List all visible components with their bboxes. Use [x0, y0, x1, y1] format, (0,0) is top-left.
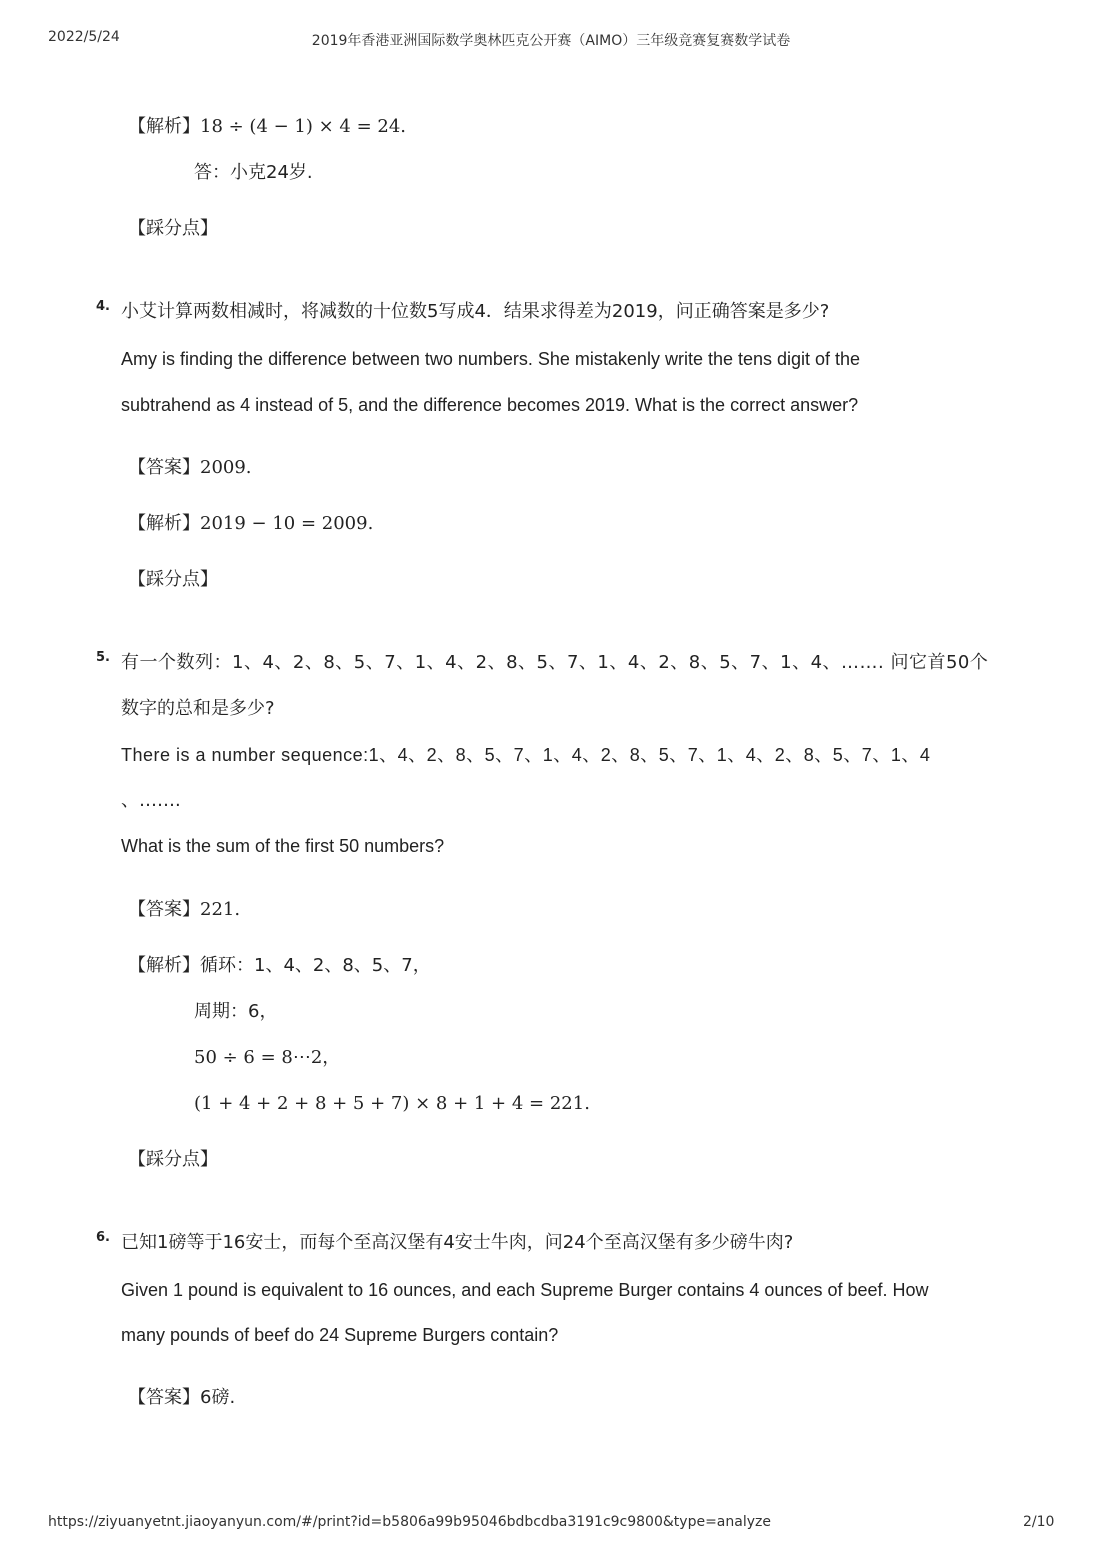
analysis-label: 【解析】 [128, 955, 200, 976]
question-6-number: 6. [96, 1230, 110, 1245]
question-4-english-line-1: Amy is finding the difference between two numbers. She mistakenly write the tens digit of the [121, 349, 861, 369]
document-title: 2019年香港亚洲国际数学奥林匹克公开赛（AIMO）三年级竞赛复赛数学试卷 [311, 33, 791, 49]
question-5-analysis-line-4: (1 + 4 + 2 + 8 + 5 + 7) × 8 + 1 + 4 = 221. [194, 1093, 590, 1114]
question-4-english-line-2: subtrahend as 4 instead of 5, and the difference becomes 2019. What is the correct answer? [121, 395, 859, 415]
question-5-analysis-line-3: 50 ÷ 6 = 8⋯2， [194, 1047, 341, 1068]
analysis-math: 18 ÷ (4 − 1) × 4 = 24. [200, 116, 407, 137]
analysis-text: 循环：1、4、2、8、5、7， [200, 955, 431, 976]
answer-label: 【答案】 [128, 457, 200, 478]
question-5-english-line-2: 、……. [121, 790, 181, 811]
question-4-chinese: 小艾计算两数相减时，将减数的十位数5写成4．结果求得差为2019，问正确答案是多少? [121, 301, 830, 322]
question-5-english-line-3: What is the sum of the first 50 numbers? [121, 836, 445, 856]
question-5-chinese-line-1: 有一个数列：1、4、2、8、5、7、1、4、2、8、5、7、1、4、2、8、5、7、1、4、……. 问它首50个 [121, 652, 989, 673]
print-date: 2022/5/24 [48, 29, 120, 45]
question-5-points-label: 【踩分点】 [128, 1149, 218, 1170]
question-5-analysis-line-1 [128, 953, 431, 979]
analysis-math: 2019 − 10 = 2009. [200, 513, 374, 534]
question-6-english-line-1: Given 1 pound is equivalent to 16 ounces, and each Supreme Burger contains 4 ounces of beef. How [121, 1280, 929, 1300]
analysis-label: 【解析】 [128, 513, 200, 534]
prev-points-label: 【踩分点】 [128, 218, 218, 239]
answer-label: 【答案】 [128, 1387, 200, 1408]
prev-answer-text: 答：小克24岁. [194, 162, 313, 183]
question-6-chinese: 已知1磅等于16安士，而每个至高汉堡有4安士牛肉，问24个至高汉堡有多少磅牛肉? [121, 1232, 794, 1253]
question-6-english-line-2: many pounds of beef do 24 Supreme Burgers contain? [121, 1325, 559, 1345]
answer-label: 【答案】 [128, 899, 200, 920]
question-4-number: 4. [96, 299, 110, 314]
prev-analysis [128, 114, 406, 140]
answer-value: 2009. [200, 457, 252, 478]
question-6-answer [128, 1385, 235, 1411]
question-5-answer [128, 897, 240, 923]
question-4-analysis [128, 511, 373, 537]
question-5-number: 5. [96, 650, 110, 665]
question-5-english-line-1: There is a number sequence:1、4、2、8、5、7、1、4、2、8、5、7、1、4、2、8、5、7、1、4 [121, 745, 931, 765]
question-5-analysis-line-2: 周期：6， [194, 1001, 278, 1022]
question-4-answer [128, 455, 252, 481]
answer-value: 6磅. [200, 1387, 236, 1408]
page-number: 2/10 [1023, 1514, 1055, 1530]
answer-value: 221. [200, 899, 241, 920]
question-4-points-label: 【踩分点】 [128, 569, 218, 590]
question-5-chinese-line-2: 数字的总和是多少? [121, 698, 275, 719]
analysis-label: 【解析】 [128, 116, 200, 137]
page-url: https://ziyuanyetnt.jiaoyanyun.com/#/print?id=b5806a99b95046bdbcdba3191c9c9800&type=analyze [48, 1514, 771, 1530]
